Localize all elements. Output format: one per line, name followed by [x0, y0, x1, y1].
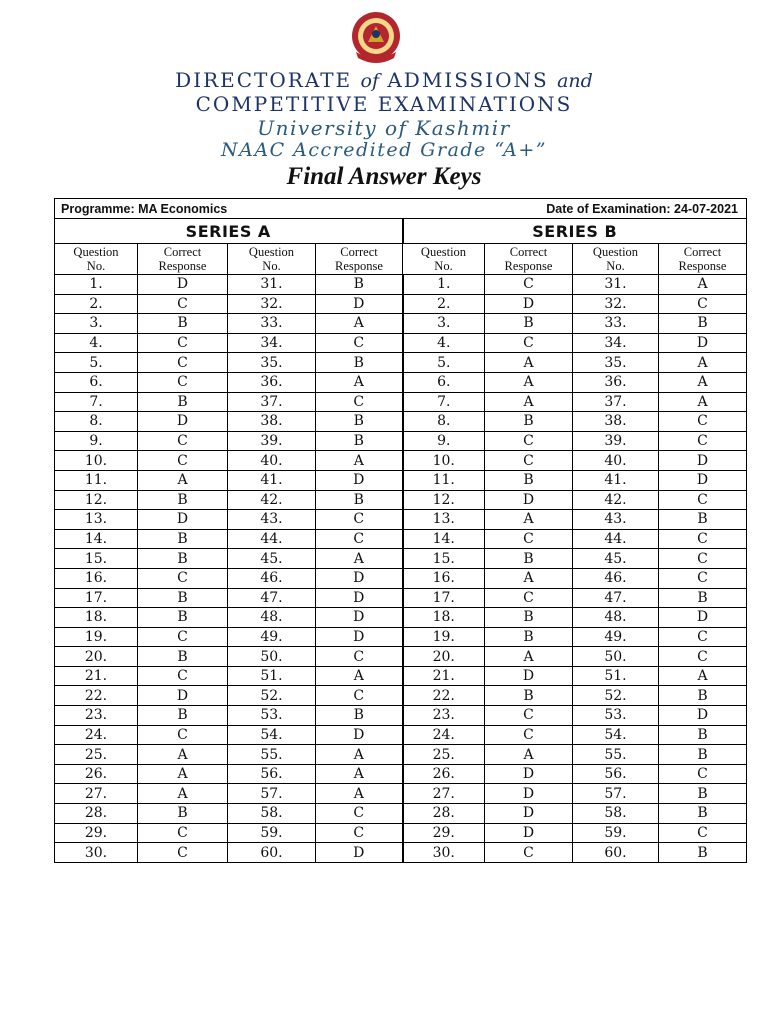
correct-response: D	[659, 333, 747, 353]
question-number: 1.	[403, 275, 485, 295]
correct-response: A	[485, 353, 573, 373]
table-row	[55, 470, 747, 490]
question-number: 50.	[228, 647, 316, 667]
question-number: 23.	[55, 706, 138, 726]
question-number: 51.	[573, 666, 659, 686]
question-number: 55.	[228, 745, 316, 765]
correct-response: D	[485, 804, 573, 824]
question-number: 14.	[403, 529, 485, 549]
correct-response: B	[316, 706, 403, 726]
table-row	[55, 412, 747, 432]
question-number: 8.	[403, 412, 485, 432]
naac-grade: NAAC Accredited Grade “A+”	[221, 139, 547, 161]
correct-response: C	[485, 706, 573, 726]
question-number: 28.	[403, 804, 485, 824]
table-row	[55, 804, 747, 824]
question-number: 21.	[55, 666, 138, 686]
correct-response: B	[659, 686, 747, 706]
correct-response: D	[138, 275, 228, 295]
correct-response: A	[659, 372, 747, 392]
correct-response: C	[138, 372, 228, 392]
question-no-header: Question No.	[228, 244, 316, 275]
question-number: 17.	[55, 588, 138, 608]
correct-response: C	[316, 823, 403, 843]
question-number: 42.	[573, 490, 659, 510]
correct-response: D	[316, 608, 403, 628]
correct-response: D	[485, 823, 573, 843]
correct-response: A	[659, 353, 747, 373]
correct-response-header: Correct Response	[138, 244, 228, 275]
question-number: 29.	[403, 823, 485, 843]
correct-response: B	[138, 588, 228, 608]
correct-response: C	[659, 764, 747, 784]
programme-label: Programme: MA Economics	[55, 199, 403, 219]
question-number: 25.	[403, 745, 485, 765]
correct-response: B	[485, 627, 573, 647]
table-row	[55, 686, 747, 706]
correct-response: C	[659, 490, 747, 510]
question-number: 17.	[403, 588, 485, 608]
correct-response: B	[659, 725, 747, 745]
correct-response: D	[659, 608, 747, 628]
question-number: 60.	[573, 843, 659, 863]
question-number: 38.	[228, 412, 316, 432]
series-a-heading: SERIES A	[55, 219, 403, 244]
table-row	[55, 745, 747, 765]
question-number: 56.	[228, 764, 316, 784]
question-number: 30.	[55, 843, 138, 863]
correct-response: A	[316, 764, 403, 784]
correct-response: D	[485, 490, 573, 510]
question-number: 21.	[403, 666, 485, 686]
question-number: 12.	[403, 490, 485, 510]
correct-response: B	[138, 490, 228, 510]
correct-response: D	[485, 666, 573, 686]
question-number: 20.	[403, 647, 485, 667]
table-row	[55, 510, 747, 530]
correct-response-header: Correct Response	[316, 244, 403, 275]
question-number: 54.	[573, 725, 659, 745]
correct-response: A	[316, 666, 403, 686]
correct-response: A	[138, 745, 228, 765]
table-row	[55, 529, 747, 549]
table-row	[55, 764, 747, 784]
question-number: 15.	[55, 549, 138, 569]
correct-response: A	[485, 745, 573, 765]
correct-response: C	[485, 275, 573, 295]
question-number: 18.	[55, 608, 138, 628]
correct-response: D	[316, 294, 403, 314]
correct-response: D	[659, 706, 747, 726]
correct-response: C	[659, 627, 747, 647]
question-number: 6.	[403, 372, 485, 392]
question-number: 41.	[228, 470, 316, 490]
question-no-header: Question No.	[55, 244, 138, 275]
question-no-header: Question No.	[403, 244, 485, 275]
question-number: 40.	[573, 451, 659, 471]
correct-response: C	[659, 412, 747, 432]
question-number: 31.	[228, 275, 316, 295]
question-number: 25.	[55, 745, 138, 765]
answer-key-table	[54, 198, 747, 863]
correct-response: C	[138, 725, 228, 745]
correct-response: B	[659, 804, 747, 824]
correct-response: C	[138, 431, 228, 451]
correct-response: A	[316, 784, 403, 804]
question-number: 41.	[573, 470, 659, 490]
correct-response: B	[316, 275, 403, 295]
correct-response: A	[485, 372, 573, 392]
question-number: 24.	[55, 725, 138, 745]
correct-response: C	[138, 843, 228, 863]
competitive-examinations-heading: COMPETITIVE EXAMINATIONS	[195, 92, 573, 116]
correct-response: B	[485, 549, 573, 569]
question-number: 59.	[573, 823, 659, 843]
question-number: 19.	[403, 627, 485, 647]
correct-response-header: Correct Response	[659, 244, 747, 275]
correct-response: D	[138, 686, 228, 706]
correct-response: B	[316, 490, 403, 510]
correct-response: A	[485, 392, 573, 412]
correct-response: A	[316, 372, 403, 392]
correct-response: B	[316, 412, 403, 432]
correct-response: B	[485, 412, 573, 432]
question-number: 44.	[573, 529, 659, 549]
question-number: 60.	[228, 843, 316, 863]
correct-response: D	[316, 627, 403, 647]
question-number: 13.	[403, 510, 485, 530]
correct-response: B	[659, 510, 747, 530]
table-row	[55, 275, 747, 295]
question-number: 37.	[573, 392, 659, 412]
question-number: 43.	[573, 510, 659, 530]
correct-response: B	[659, 784, 747, 804]
question-number: 3.	[403, 314, 485, 334]
correct-response: B	[138, 647, 228, 667]
question-number: 30.	[403, 843, 485, 863]
table-row	[55, 725, 747, 745]
correct-response: C	[485, 529, 573, 549]
correct-response: C	[485, 431, 573, 451]
correct-response: B	[138, 549, 228, 569]
university-name: University of Kashmir	[257, 116, 511, 140]
table-row	[55, 843, 747, 863]
correct-response: C	[316, 392, 403, 412]
correct-response: B	[485, 686, 573, 706]
correct-response: C	[316, 529, 403, 549]
question-number: 49.	[573, 627, 659, 647]
question-number: 47.	[573, 588, 659, 608]
table-row	[55, 353, 747, 373]
page-title: Final Answer Keys	[286, 163, 482, 190]
question-number: 19.	[55, 627, 138, 647]
correct-response: C	[138, 823, 228, 843]
correct-response: D	[316, 588, 403, 608]
question-no-header: Question No.	[573, 244, 659, 275]
column-header-row	[55, 244, 747, 275]
table-row	[55, 294, 747, 314]
question-number: 10.	[403, 451, 485, 471]
correct-response: B	[485, 314, 573, 334]
question-number: 27.	[403, 784, 485, 804]
question-number: 1.	[55, 275, 138, 295]
correct-response: C	[138, 333, 228, 353]
question-number: 16.	[403, 568, 485, 588]
question-number: 26.	[403, 764, 485, 784]
series-b-heading: SERIES B	[403, 219, 747, 244]
question-number: 9.	[403, 431, 485, 451]
question-number: 53.	[228, 706, 316, 726]
correct-response: B	[659, 745, 747, 765]
correct-response: B	[138, 608, 228, 628]
correct-response: C	[659, 431, 747, 451]
question-number: 58.	[228, 804, 316, 824]
correct-response: C	[659, 529, 747, 549]
correct-response: A	[659, 666, 747, 686]
correct-response: D	[316, 568, 403, 588]
question-number: 9.	[55, 431, 138, 451]
correct-response: C	[138, 353, 228, 373]
question-number: 39.	[573, 431, 659, 451]
correct-response: B	[485, 608, 573, 628]
correct-response: C	[485, 451, 573, 471]
question-number: 43.	[228, 510, 316, 530]
question-number: 20.	[55, 647, 138, 667]
table-row	[55, 706, 747, 726]
correct-response: B	[485, 470, 573, 490]
question-number: 35.	[228, 353, 316, 373]
question-number: 52.	[228, 686, 316, 706]
question-number: 46.	[573, 568, 659, 588]
question-number: 6.	[55, 372, 138, 392]
correct-response: B	[316, 431, 403, 451]
question-number: 27.	[55, 784, 138, 804]
table-row	[55, 666, 747, 686]
question-number: 52.	[573, 686, 659, 706]
question-number: 46.	[228, 568, 316, 588]
correct-response: C	[316, 647, 403, 667]
question-number: 37.	[228, 392, 316, 412]
correct-response: D	[659, 470, 747, 490]
correct-response: C	[659, 568, 747, 588]
question-number: 33.	[573, 314, 659, 334]
table-row	[55, 647, 747, 667]
question-number: 15.	[403, 549, 485, 569]
question-number: 51.	[228, 666, 316, 686]
exam-date: Date of Examination: 24-07-2021	[403, 199, 747, 219]
table-row	[55, 431, 747, 451]
question-number: 47.	[228, 588, 316, 608]
correct-response: C	[138, 627, 228, 647]
correct-response: C	[316, 510, 403, 530]
table-row	[55, 490, 747, 510]
question-number: 56.	[573, 764, 659, 784]
correct-response: A	[316, 451, 403, 471]
question-number: 38.	[573, 412, 659, 432]
question-number: 5.	[55, 353, 138, 373]
question-number: 22.	[55, 686, 138, 706]
question-number: 31.	[573, 275, 659, 295]
correct-response: D	[659, 451, 747, 471]
table-row	[55, 549, 747, 569]
question-number: 40.	[228, 451, 316, 471]
question-number: 11.	[403, 470, 485, 490]
correct-response: C	[659, 294, 747, 314]
correct-response: B	[138, 804, 228, 824]
question-number: 57.	[228, 784, 316, 804]
correct-response: B	[138, 314, 228, 334]
question-number: 16.	[55, 568, 138, 588]
question-number: 49.	[228, 627, 316, 647]
question-number: 14.	[55, 529, 138, 549]
correct-response: D	[138, 510, 228, 530]
question-number: 54.	[228, 725, 316, 745]
question-number: 48.	[573, 608, 659, 628]
correct-response: B	[138, 529, 228, 549]
correct-response: D	[316, 725, 403, 745]
correct-response: B	[138, 392, 228, 412]
correct-response: A	[138, 470, 228, 490]
question-number: 29.	[55, 823, 138, 843]
question-number: 26.	[55, 764, 138, 784]
correct-response: B	[659, 588, 747, 608]
correct-response: D	[316, 470, 403, 490]
correct-response-header: Correct Response	[485, 244, 573, 275]
question-number: 42.	[228, 490, 316, 510]
correct-response: D	[316, 843, 403, 863]
table-row	[55, 392, 747, 412]
question-number: 48.	[228, 608, 316, 628]
question-number: 57.	[573, 784, 659, 804]
question-number: 36.	[573, 372, 659, 392]
correct-response: C	[659, 823, 747, 843]
question-number: 53.	[573, 706, 659, 726]
correct-response: D	[485, 294, 573, 314]
question-number: 5.	[403, 353, 485, 373]
question-number: 34.	[573, 333, 659, 353]
question-number: 35.	[573, 353, 659, 373]
correct-response: C	[485, 333, 573, 353]
question-number: 2.	[55, 294, 138, 314]
question-number: 59.	[228, 823, 316, 843]
question-number: 10.	[55, 451, 138, 471]
correct-response: A	[485, 510, 573, 530]
table-row	[55, 608, 747, 628]
question-number: 4.	[403, 333, 485, 353]
correct-response: C	[138, 666, 228, 686]
directorate-heading: DIRECTORATE of ADMISSIONS and	[175, 68, 593, 92]
correct-response: C	[485, 588, 573, 608]
question-number: 12.	[55, 490, 138, 510]
question-number: 58.	[573, 804, 659, 824]
correct-response: A	[138, 784, 228, 804]
correct-response: C	[659, 549, 747, 569]
correct-response: D	[485, 784, 573, 804]
question-number: 44.	[228, 529, 316, 549]
table-row	[55, 568, 747, 588]
correct-response: B	[138, 706, 228, 726]
question-number: 34.	[228, 333, 316, 353]
table-row	[55, 823, 747, 843]
question-number: 11.	[55, 470, 138, 490]
correct-response: C	[485, 843, 573, 863]
university-emblem-logo	[348, 8, 404, 64]
question-number: 45.	[228, 549, 316, 569]
question-number: 3.	[55, 314, 138, 334]
question-number: 28.	[55, 804, 138, 824]
question-number: 55.	[573, 745, 659, 765]
correct-response: D	[138, 412, 228, 432]
correct-response: C	[316, 686, 403, 706]
correct-response: A	[659, 392, 747, 412]
correct-response: A	[485, 568, 573, 588]
question-number: 24.	[403, 725, 485, 745]
question-number: 32.	[573, 294, 659, 314]
question-number: 36.	[228, 372, 316, 392]
question-number: 39.	[228, 431, 316, 451]
correct-response: C	[659, 647, 747, 667]
table-row	[55, 588, 747, 608]
correct-response: B	[316, 353, 403, 373]
question-number: 7.	[55, 392, 138, 412]
correct-response: C	[316, 804, 403, 824]
question-number: 33.	[228, 314, 316, 334]
table-row	[55, 451, 747, 471]
table-row	[55, 314, 747, 334]
table-row	[55, 627, 747, 647]
correct-response: C	[485, 725, 573, 745]
correct-response: A	[485, 647, 573, 667]
correct-response: A	[138, 764, 228, 784]
correct-response: B	[659, 314, 747, 334]
table-row	[55, 784, 747, 804]
correct-response: A	[316, 549, 403, 569]
correct-response: C	[138, 451, 228, 471]
correct-response: C	[316, 333, 403, 353]
correct-response: D	[485, 764, 573, 784]
table-row	[55, 372, 747, 392]
question-number: 7.	[403, 392, 485, 412]
correct-response: A	[659, 275, 747, 295]
correct-response: C	[138, 568, 228, 588]
table-row	[55, 333, 747, 353]
question-number: 23.	[403, 706, 485, 726]
correct-response: A	[316, 745, 403, 765]
correct-response: A	[316, 314, 403, 334]
question-number: 22.	[403, 686, 485, 706]
question-number: 8.	[55, 412, 138, 432]
correct-response: B	[659, 843, 747, 863]
question-number: 32.	[228, 294, 316, 314]
question-number: 45.	[573, 549, 659, 569]
question-number: 50.	[573, 647, 659, 667]
question-number: 2.	[403, 294, 485, 314]
question-number: 18.	[403, 608, 485, 628]
question-number: 13.	[55, 510, 138, 530]
question-number: 4.	[55, 333, 138, 353]
correct-response: C	[138, 294, 228, 314]
